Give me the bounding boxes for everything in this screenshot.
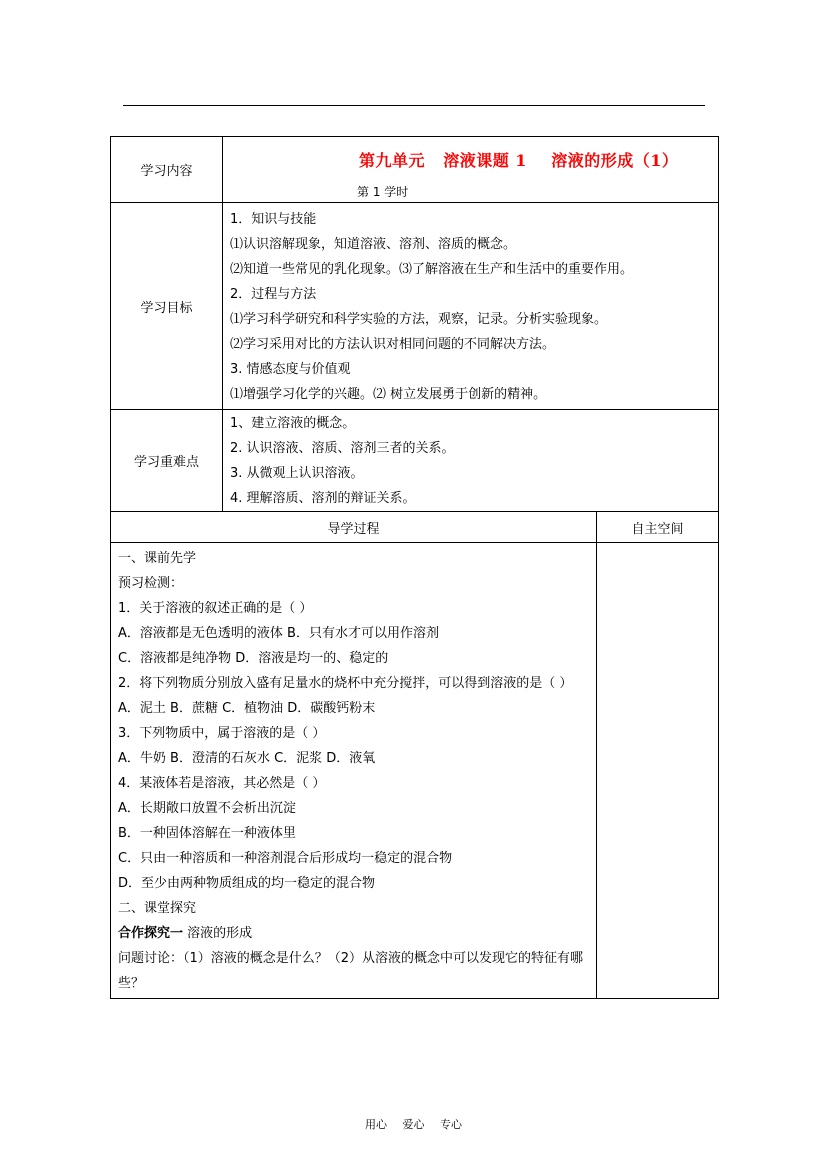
self-study-space xyxy=(597,543,719,999)
guide-line: C．只由一种溶质和一种溶剂混合后形成均一稳定的混合物 xyxy=(118,851,453,866)
row-content xyxy=(111,137,719,203)
label-keypoints: 学习重难点 xyxy=(111,410,223,512)
keypoint-line: 4. 理解溶质、溶剂的辩证关系。 xyxy=(230,491,416,506)
guide-line: 1．关于溶液的叙述正确的是（ ） xyxy=(118,601,313,616)
row-objectives xyxy=(111,203,719,410)
guide-line: D．至少由两种物质组成的均一稳定的混合物 xyxy=(118,876,376,891)
guide-line: B．一种固体溶解在一种液体里 xyxy=(118,826,296,841)
objective-line: 3. 情感态度与价值观 xyxy=(230,362,351,377)
objective-line: 2．过程与方法 xyxy=(230,287,317,302)
objective-line: ⑴增强学习化学的兴趣。⑵ 树立发展勇于创新的精神。 xyxy=(230,387,547,402)
objective-line: 1．知识与技能 xyxy=(230,212,317,227)
lesson-table xyxy=(110,136,719,999)
label-objectives: 学习目标 xyxy=(111,203,223,410)
guide-line: 4．某液体若是溶液，其必然是（ ） xyxy=(118,776,326,791)
guide-line: A．溶液都是无色透明的液体 B．只有水才可以用作溶剂 xyxy=(118,626,439,641)
guide-header: 导学过程 xyxy=(111,512,597,543)
row-guide xyxy=(111,543,719,999)
guide-line: 3．下列物质中，属于溶液的是（ ） xyxy=(118,726,326,741)
footer-text: 爱心 xyxy=(402,1118,425,1131)
keypoints-cell xyxy=(223,410,719,512)
page-title: 第九单元 溶液课题 1 溶液的形成（1） xyxy=(359,151,679,170)
objective-line: ⑴认识溶解现象，知道溶液、溶剂、溶质的概念。 xyxy=(230,237,517,252)
question-line: 问题讨论：（1）溶液的概念是什么？（2）从溶液的概念中可以发现它的特征有哪些？ xyxy=(118,951,584,991)
page-subtitle: 第 1 学时 xyxy=(357,185,409,199)
objective-line: ⑵知道一些常见的乳化现象。⑶了解溶液在生产和生活中的重要作用。 xyxy=(230,262,634,277)
guide-line: C．溶液都是纯净物 D．溶液是均一的、稳定的 xyxy=(118,651,389,666)
guide-line: 预习检测： xyxy=(118,576,184,591)
guide-cell xyxy=(111,543,597,999)
keypoint-line: 1、建立溶液的概念。 xyxy=(230,416,356,431)
explore-title: 合作探究一 xyxy=(118,926,184,941)
explore-topic: 溶液的形成 xyxy=(183,926,253,941)
footer-text: 专心 xyxy=(440,1118,462,1131)
guide-line: 二、课堂探究 xyxy=(118,901,197,916)
guide-line: A．牛奶 B．澄清的石灰水 C．泥浆 D．液氧 xyxy=(118,751,376,766)
space-header: 自主空间 xyxy=(597,512,719,543)
objective-line: ⑵学习采用对比的方法认识对相同问题的不同解决方法。 xyxy=(230,337,556,352)
guide-line: A．泥土 B．蔗糖 C．植物油 D．碳酸钙粉末 xyxy=(118,701,376,716)
objective-line: ⑴学习科学研究和科学实验的方法，观察，记录。分析实验现象。 xyxy=(230,312,608,327)
keypoint-line: 2. 认识溶液、溶质、溶剂三者的关系。 xyxy=(230,441,455,456)
objectives-cell xyxy=(223,203,719,410)
guide-line: 2．将下列物质分别放入盛有足量水的烧杯中充分搅拌，可以得到溶液的是（ ） xyxy=(118,676,573,691)
row-keypoints xyxy=(111,410,719,512)
keypoint-line: 3. 从微观上认识溶液。 xyxy=(230,466,364,481)
guide-line: 一、课前先学 xyxy=(118,551,197,566)
label-content: 学习内容 xyxy=(111,137,223,203)
row-headers xyxy=(111,512,719,543)
title-cell xyxy=(223,137,719,203)
guide-line: A．长期敞口放置不会析出沉淀 xyxy=(118,801,296,816)
explore-line xyxy=(111,921,596,946)
header-rule xyxy=(123,105,705,106)
page-footer xyxy=(0,1116,827,1132)
footer-text: 用心 xyxy=(365,1118,387,1131)
